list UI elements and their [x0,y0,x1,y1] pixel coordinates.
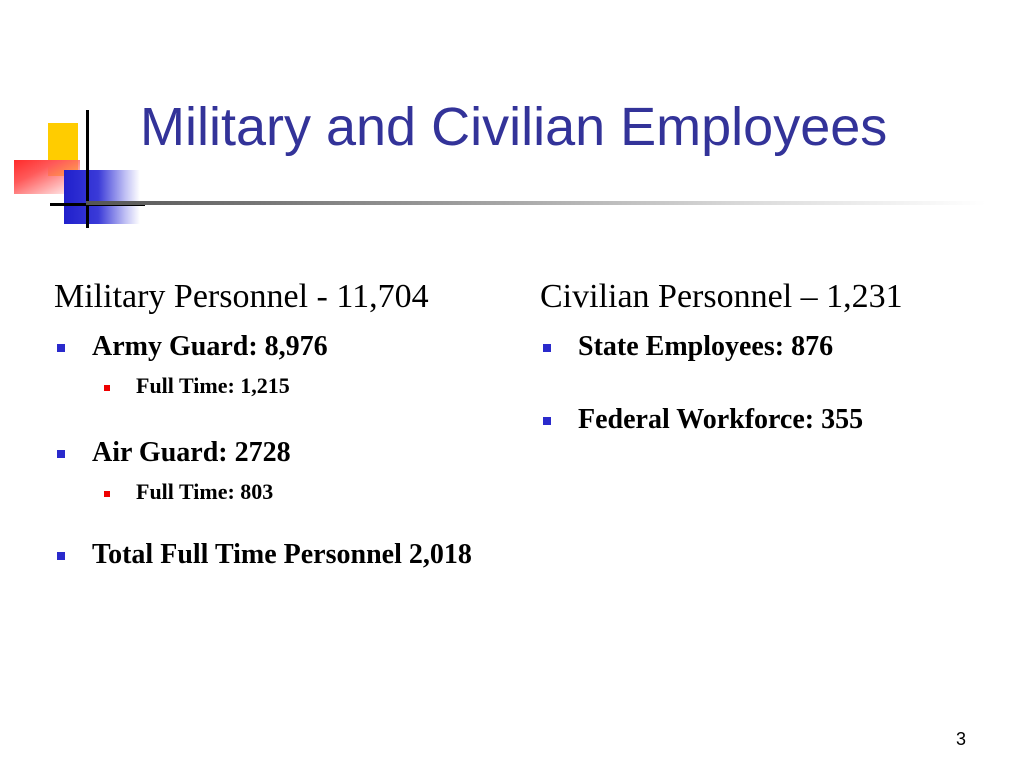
title-underline [86,201,986,205]
civilian-column [540,278,980,440]
list-item-army-guard [54,327,504,367]
military-heading: Military Personnel - 11,704 [54,278,429,315]
logo-blue-square [64,170,140,224]
spacer [54,399,504,433]
square-bullet-icon [543,344,551,352]
square-bullet-icon [543,417,551,425]
sub-item-army-full-time [54,373,504,399]
page-number: 3 [955,729,966,749]
slide-title: Military and Civilian Employees [140,97,888,157]
square-bullet-icon [57,450,65,458]
square-bullet-icon [104,385,110,391]
federal-workforce-label: Federal Workforce: 355 [578,404,864,436]
air-full-time-label: Full Time: 803 [136,479,274,505]
logo-vertical-line [86,110,89,228]
civilian-list [540,327,980,440]
list-item-state-employees [540,327,980,367]
civilian-heading: Civilian Personnel – 1,231 [540,278,903,315]
square-bullet-icon [57,552,65,560]
list-item-air-guard [54,433,504,473]
list-item-total-full-time [54,535,504,575]
square-bullet-icon [104,491,110,497]
spacer [540,367,980,400]
army-full-time-label: Full Time: 1,215 [136,373,290,399]
army-guard-label: Army Guard: 8,976 [92,331,328,363]
list-item-federal-workforce [540,400,980,440]
sub-item-air-full-time [54,479,504,505]
spacer [54,505,504,535]
square-bullet-icon [57,344,65,352]
state-employees-label: State Employees: 876 [578,331,834,363]
air-guard-label: Air Guard: 2728 [92,437,291,469]
total-full-time-label: Total Full Time Personnel 2,018 [92,539,472,571]
military-list [54,327,504,575]
military-column [54,278,504,575]
